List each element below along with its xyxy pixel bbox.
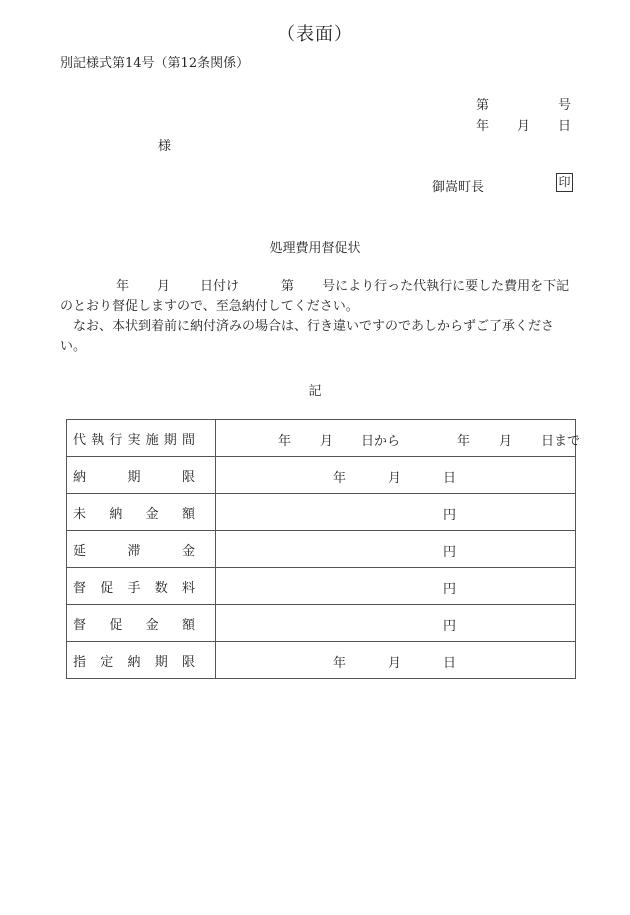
- date-day: 日: [443, 471, 457, 486]
- body-month: 月: [157, 279, 171, 294]
- label-char: 指: [73, 654, 87, 670]
- yen-unit: 円: [443, 582, 457, 597]
- body-paragraph-1: [60, 277, 574, 317]
- label-char: 額: [181, 617, 195, 633]
- label-char: 手: [127, 580, 141, 596]
- row-label-text: [73, 429, 195, 448]
- label-char: 限: [181, 469, 195, 485]
- label-char: 滞: [127, 543, 141, 559]
- table-row: [67, 642, 576, 679]
- row-label-text: [73, 503, 195, 522]
- period-to-year: 年: [457, 434, 471, 449]
- table-row: [67, 605, 576, 642]
- table-row: [67, 494, 576, 531]
- label-char: 執: [91, 432, 105, 448]
- period-to-month: 月: [499, 434, 513, 449]
- row-label: [67, 531, 216, 568]
- row-value: [216, 420, 581, 457]
- document-title: 処理費用督促状: [269, 241, 361, 256]
- date-year: 年: [333, 656, 347, 671]
- label-char: 期: [163, 432, 177, 448]
- date-day: 日: [443, 656, 457, 671]
- issue-date-day: 日: [558, 119, 572, 134]
- body-paragraph-1-text: 号により行った代執行に要した費用を下記のとおり督促しますので、至急納付してください。: [60, 279, 570, 314]
- body-day: 日付け: [200, 279, 240, 294]
- label-char: 行: [109, 432, 123, 448]
- document-number-suffix: 号: [558, 98, 572, 113]
- period-to-day: 日まで: [541, 434, 581, 449]
- label-char: 額: [181, 506, 195, 522]
- period-from-year: 年: [278, 434, 292, 449]
- period-from-month: 月: [320, 434, 334, 449]
- document-number-prefix: 第: [476, 98, 490, 113]
- yen-unit: 円: [443, 545, 457, 560]
- label-char: 代: [73, 432, 87, 448]
- label-char: 施: [145, 432, 159, 448]
- label-char: 延: [73, 543, 87, 559]
- date-month: 月: [388, 471, 402, 486]
- label-char: 金: [145, 506, 159, 522]
- label-char: 限: [181, 654, 195, 670]
- label-char: 料: [181, 580, 195, 596]
- table-row: [67, 457, 576, 494]
- detail-table: [66, 419, 581, 679]
- row-value: [216, 642, 576, 679]
- label-char: 金: [145, 617, 159, 633]
- issue-date-month: 月: [517, 119, 531, 134]
- label-char: 定: [100, 654, 114, 670]
- label-char: 期: [127, 469, 141, 485]
- label-char: 督: [73, 580, 87, 596]
- row-label: [67, 605, 216, 642]
- form-reference: 別記様式第14号（第12条関係）: [60, 56, 250, 71]
- row-label: [67, 568, 216, 605]
- date-month: 月: [388, 656, 402, 671]
- issue-date-year: 年: [476, 119, 490, 134]
- row-label-text: [73, 651, 195, 670]
- label-char: 納: [109, 506, 123, 522]
- row-value: [216, 531, 576, 568]
- table-row: [67, 420, 576, 457]
- row-label-text: [73, 540, 195, 559]
- seal-stamp: 印: [556, 173, 573, 192]
- label-char: 期: [154, 654, 168, 670]
- label-char: 間: [181, 432, 195, 448]
- table-row: [67, 568, 576, 605]
- label-char: 納: [73, 469, 87, 485]
- row-label: [67, 642, 216, 679]
- label-char: 督: [73, 617, 87, 633]
- table-row: [67, 531, 576, 568]
- label-char: 促: [109, 617, 123, 633]
- row-value: [216, 568, 576, 605]
- label-char: 促: [100, 580, 114, 596]
- row-label: [67, 457, 216, 494]
- body-number-prefix: 第: [281, 279, 295, 294]
- label-char: 金: [181, 543, 195, 559]
- row-label-text: [73, 577, 195, 596]
- row-label: [67, 420, 216, 457]
- body-paragraph-2: [60, 317, 574, 357]
- row-value: [216, 605, 576, 642]
- yen-unit: 円: [443, 619, 457, 634]
- body-paragraph-2-text: なお、本状到着前に納付済みの場合は、行き違いですのであしからずご了承ください。: [60, 319, 555, 354]
- label-char: 数: [154, 580, 168, 596]
- date-year: 年: [333, 471, 347, 486]
- ki-marker: 記: [308, 384, 322, 399]
- row-value: [216, 457, 576, 494]
- issuer-name: 御嵩町長: [432, 180, 485, 195]
- yen-unit: 円: [443, 508, 457, 523]
- label-char: 実: [127, 432, 141, 448]
- row-label-text: [73, 466, 195, 485]
- label-char: 納: [127, 654, 141, 670]
- period-from-day: 日から: [361, 434, 401, 449]
- row-value: [216, 494, 576, 531]
- row-label: [67, 494, 216, 531]
- body-year: 年: [116, 279, 130, 294]
- page-heading: （表面）: [277, 24, 353, 45]
- addressee-suffix: 様: [158, 139, 172, 154]
- row-label-text: [73, 614, 195, 633]
- label-char: 未: [73, 506, 87, 522]
